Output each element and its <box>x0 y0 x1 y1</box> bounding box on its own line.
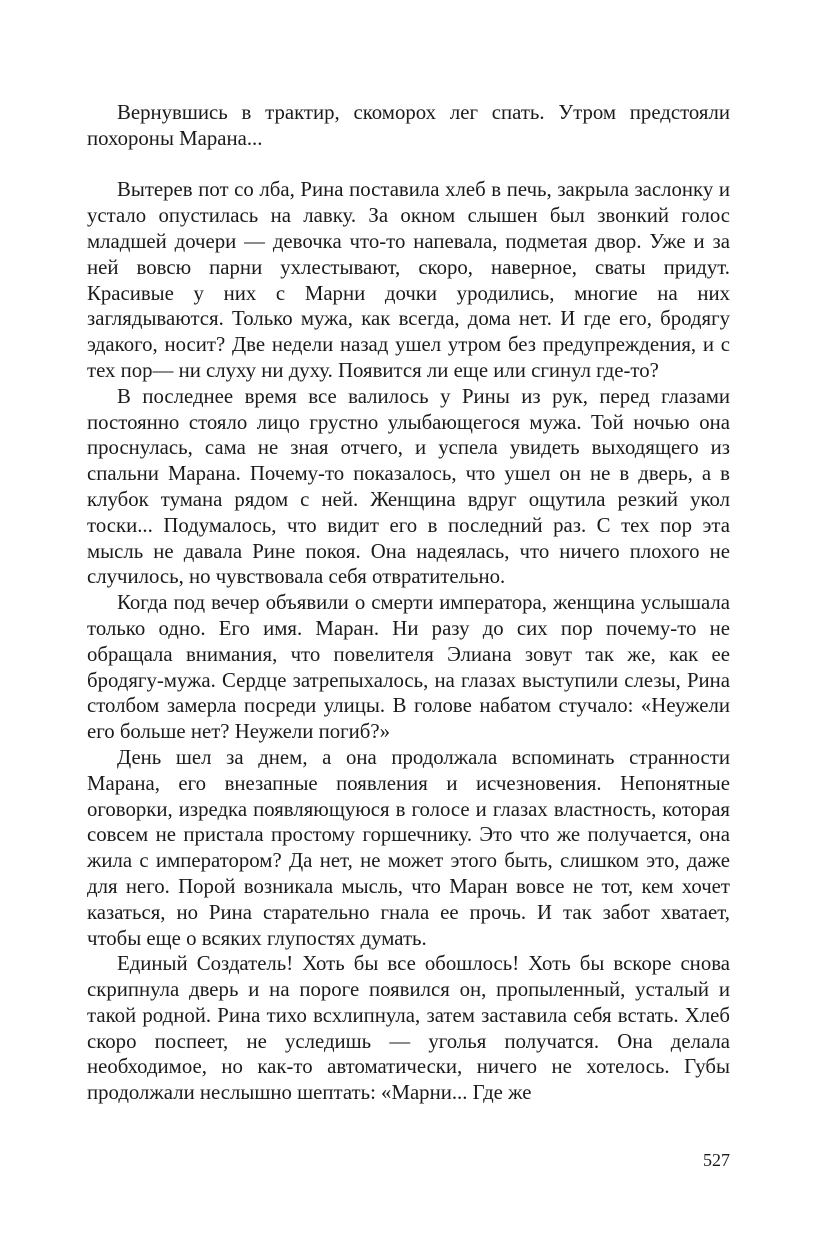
paragraph-1: Вернувшись в трактир, скоморох лег спать. Утром предстояли похороны Марана... <box>87 101 730 150</box>
paragraph-5: День шел за днем, а она продолжала вспоминать странности Марана, его внезапные появления и исчезновения. Непонятные оговорки, изредка появляющуюся в голосе и глазах властность, которая совсем не пристала простому горшечнику. Это что же получается, она жила с императором? Да нет, не может этого быть, слишком это, даже для него. Порой возникала мысль, что Маран вовсе не тот, кем хочет казаться, но Рина старательно гнала ее прочь. И так забот хватает, чтобы еще о всяких глупостях думать. <box>87 745 730 950</box>
page-body <box>87 100 730 1106</box>
paragraph-4: Когда под вечер объявили о смерти императора, женщина услышала только одно. Его имя. Маран. Ни разу до сих пор почему-то не обращала внимания, что повелителя Элиана зовут так же, как ее бродягу-мужа. Сердце затрепыхалось, на глазах выступили слезы, Рина столбом замерла посреди улицы. В голове набатом стучало: «Неужели его больше нет? Неужели погиб?» <box>87 591 730 744</box>
paragraph-3: В последнее время все валилось у Рины из рук, перед глазами постоянно стояло лицо грустно улыбающегося мужа. Той ночью она проснулась, сама не зная отчего, и успела увидеть выходящего из спальни Марана. Почему-то показалось, что ушел он не в дверь, а в клубок тумана рядом с ней. Женщина вдруг ощутила резкий укол тоски... Подумалось, что видит его в последний раз. С тех пор эта мысль не давала Рине покоя. Она надеялась, что ничего плохого не случилось, но чувствовала себя отвратительно. <box>87 384 730 589</box>
page-number: 527 <box>703 1150 730 1170</box>
paragraph-2: Вытерев пот со лба, Рина поставила хлеб в печь, закрыла заслонку и устало опустилась на лавку. За окном слышен был звонкий голос младшей дочери — девочка что-то напевала, подметая двор. Уже и за ней вовсю парни ухлестывают, скоро, наверное, сваты придут. Красивые у них с Марни дочки уродились, многие на них заглядываются. Только мужа, как всегда, дома нет. И где его, бродягу эдакого, носит? Две недели назад ушел утром без предупреждения, и с тех пор— ни слуху ни духу. Появится ли еще или сгинул где-то? <box>87 178 730 382</box>
paragraph-6: Единый Создатель! Хоть бы все обошлось! Хоть бы вскоре снова скрипнула дверь и на пороге появился он, пропыленный, усталый и такой родной. Рина тихо всхлипнула, затем заставила себя встать. Хлеб скоро поспеет, не уследишь — уголья получатся. Она делала необходимое, но как-то автоматически, ничего не хотелось. Губы продолжали неслышно шептать: «Марни... Где же <box>87 952 730 1105</box>
